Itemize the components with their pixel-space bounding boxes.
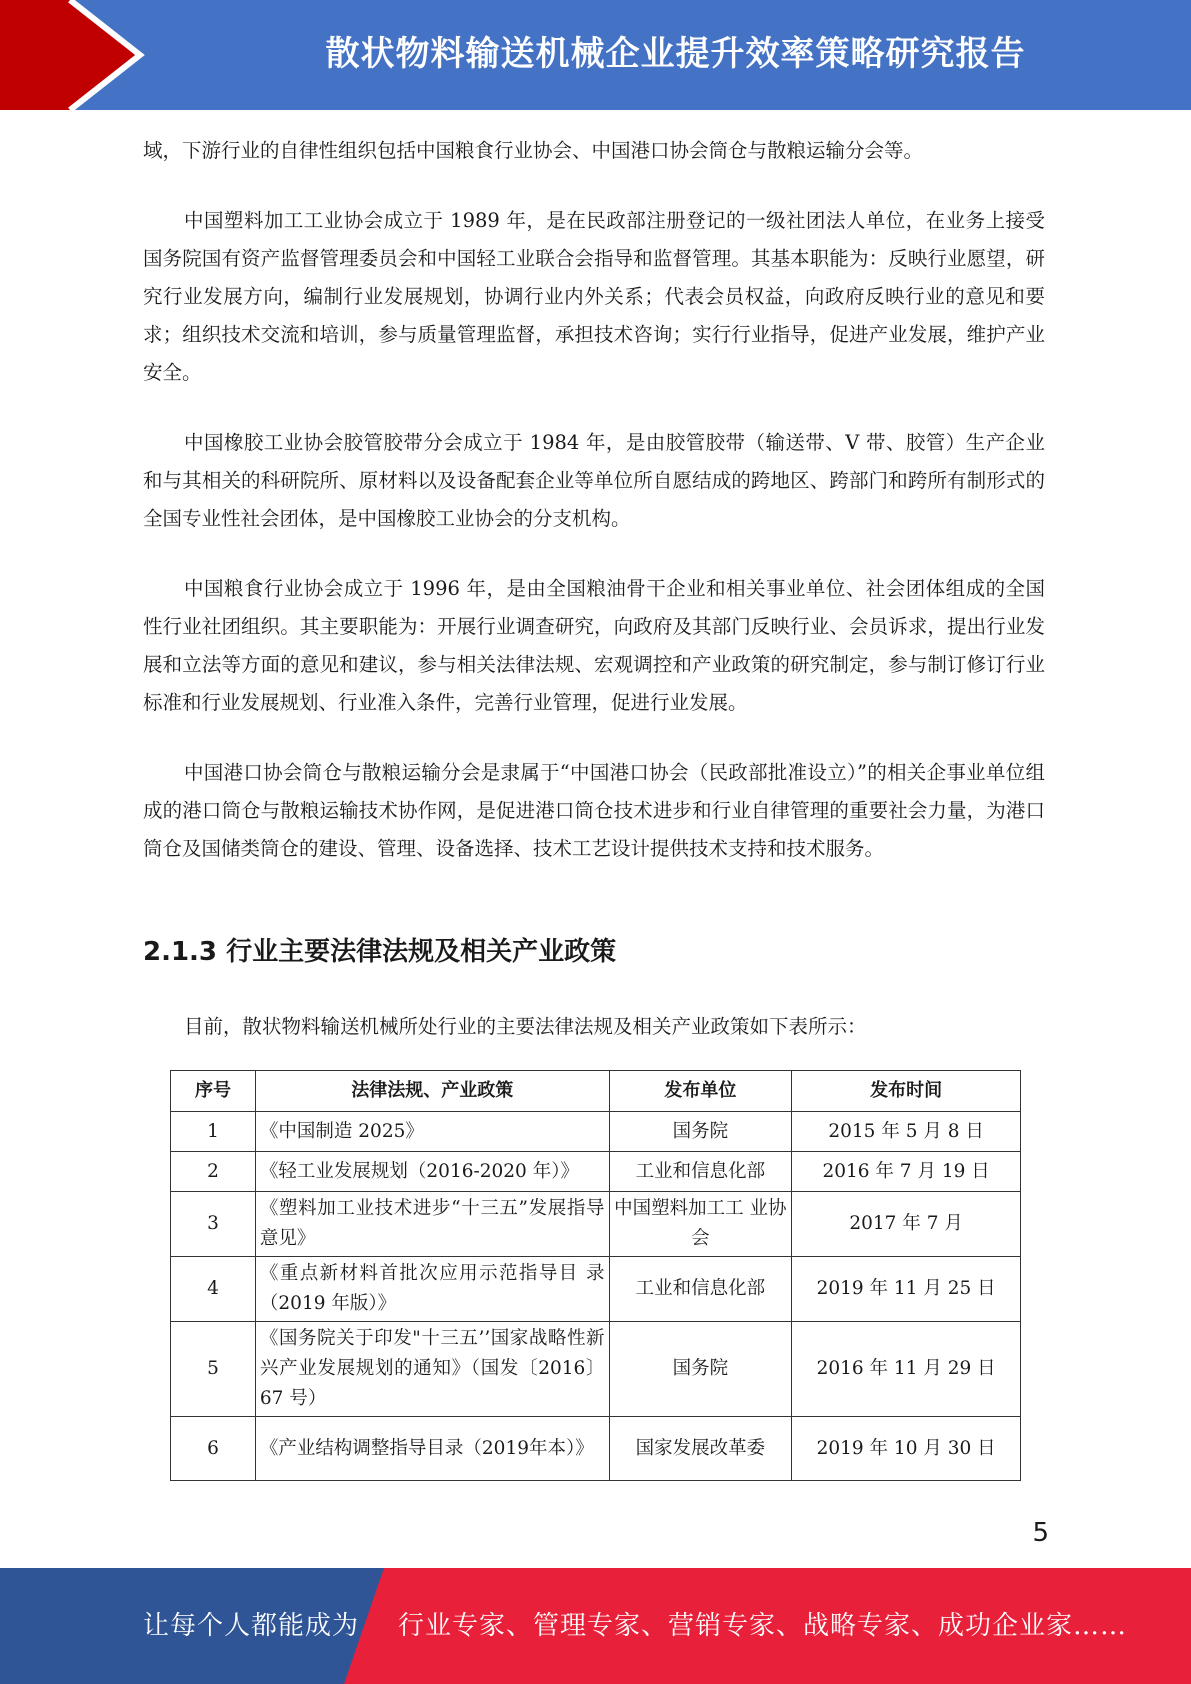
cell-date: 2016 年 7 月 19 日 bbox=[792, 1152, 1021, 1192]
cell-index: 5 bbox=[171, 1322, 256, 1417]
column-header: 序号 bbox=[171, 1071, 256, 1112]
paragraph: 中国塑料加工工业协会成立于 1989 年，是在民政部注册登记的一级社团法人单位，在业务上接受国务院国有资产监督管理委员会和中国轻工业联合会指导和监督管理。其基本职能为：反映行业愿望，研究行业发展方向，编制行业发展规划，协调行业内外关系；代表会员权益，向政府反映行业的意见和要求；组织技术交流和培训，参与质量管理监督，承担技术咨询；实行行业指导，促进产业发展，维护产业安全。 bbox=[143, 209, 1045, 384]
cell-policy: 《轻工业发展规划（2016-2020 年）》 bbox=[255, 1152, 609, 1192]
cell-index: 1 bbox=[171, 1112, 256, 1152]
table-row bbox=[171, 1257, 1021, 1322]
cell-index: 3 bbox=[171, 1192, 256, 1257]
page-header bbox=[0, 0, 1191, 110]
intro-text: 目前，散状物料输送机械所处行业的主要法律法规及相关产业政策如下表所示： bbox=[184, 1015, 867, 1038]
cell-index: 6 bbox=[171, 1417, 256, 1481]
policy-table bbox=[170, 1070, 1021, 1481]
cell-issuer: 中国塑料加工工 业协会 bbox=[609, 1192, 792, 1257]
paragraph: 中国港口协会筒仓与散粮运输分会是隶属于“中国港口协会（民政部批准设立）”的相关企事业单位组成的港口筒仓与散粮运输技术协作网，是促进港口筒仓技术进步和行业自律管理的重要社会力量，为港口筒仓及国储类筒仓的建设、管理、设备选择、技术工艺设计提供技术支持和技术服务。 bbox=[143, 761, 1045, 860]
section-heading: 2.1.3 行业主要法律法规及相关产业政策 bbox=[143, 937, 617, 967]
cell-issuer: 工业和信息化部 bbox=[609, 1257, 792, 1322]
cell-issuer: 国务院 bbox=[609, 1112, 792, 1152]
table-header-row bbox=[171, 1071, 1021, 1112]
cell-date: 2015 年 5 月 8 日 bbox=[792, 1112, 1021, 1152]
column-header: 发布时间 bbox=[792, 1071, 1021, 1112]
body-text bbox=[143, 132, 1045, 868]
cell-issuer: 国务院 bbox=[609, 1322, 792, 1417]
footer-slogan-right: 行业专家、管理专家、营销专家、战略专家、成功企业家…… bbox=[398, 1611, 1128, 1641]
section-intro bbox=[143, 1008, 1045, 1046]
paragraph: 中国橡胶工业协会胶管胶带分会成立于 1984 年，是由胶管胶带（输送带、V 带、胶管）生产企业和与其相关的科研院所、原材料以及设备配套企业等单位所自愿结成的跨地区、跨部门和跨所有制形式的全国专业性社会团体，是中国橡胶工业协会的分支机构。 bbox=[143, 431, 1045, 530]
cell-issuer: 国家发展改革委 bbox=[609, 1417, 792, 1481]
page-number: 5 bbox=[1032, 1518, 1049, 1548]
table-row bbox=[171, 1322, 1021, 1417]
paragraph: 域，下游行业的自律性组织包括中国粮食行业协会、中国港口协会筒仓与散粮运输分会等。 bbox=[143, 139, 924, 162]
cell-index: 4 bbox=[171, 1257, 256, 1322]
cell-policy: 《塑料加工业技术进步“十三五”发展指导意见》 bbox=[255, 1192, 609, 1257]
column-header: 发布单位 bbox=[609, 1071, 792, 1112]
cell-policy: 《中国制造 2025》 bbox=[255, 1112, 609, 1152]
cell-policy: 《产业结构调整指导目录（2019年本）》 bbox=[255, 1417, 609, 1481]
paragraph: 中国粮食行业协会成立于 1996 年，是由全国粮油骨干企业和相关事业单位、社会团体组成的全国性行业社团组织。其主要职能为：开展行业调查研究，向政府及其部门反映行业、会员诉求，提出行业发展和立法等方面的意见和建议，参与相关法律法规、宏观调控和产业政策的研究制定，参与制订修订行业标准和行业发展规划、行业准入条件，完善行业管理，促进行业发展。 bbox=[143, 577, 1045, 714]
cell-date: 2019 年 10 月 30 日 bbox=[792, 1417, 1021, 1481]
cell-policy: 《重点新材料首批次应用示范指导目 录（2019 年版）》 bbox=[255, 1257, 609, 1322]
table-row bbox=[171, 1112, 1021, 1152]
cell-issuer: 工业和信息化部 bbox=[609, 1152, 792, 1192]
page-footer bbox=[0, 1568, 1191, 1684]
cell-date: 2019 年 11 月 25 日 bbox=[792, 1257, 1021, 1322]
cell-date: 2017 年 7 月 bbox=[792, 1192, 1021, 1257]
report-title: 散状物料输送机械企业提升效率策略研究报告 bbox=[325, 34, 1026, 74]
table-row bbox=[171, 1152, 1021, 1192]
cell-index: 2 bbox=[171, 1152, 256, 1192]
table-row bbox=[171, 1192, 1021, 1257]
footer-slogan-left: 让每个人都能成为 bbox=[143, 1611, 360, 1641]
column-header: 法律法规、产业政策 bbox=[255, 1071, 609, 1112]
cell-policy: 《国务院关于印发"十三五’’国家战略性新兴产业发展规划的通知》（国发〔2016〕 67 号） bbox=[255, 1322, 609, 1417]
cell-date: 2016 年 11 月 29 日 bbox=[792, 1322, 1021, 1417]
table-row bbox=[171, 1417, 1021, 1481]
